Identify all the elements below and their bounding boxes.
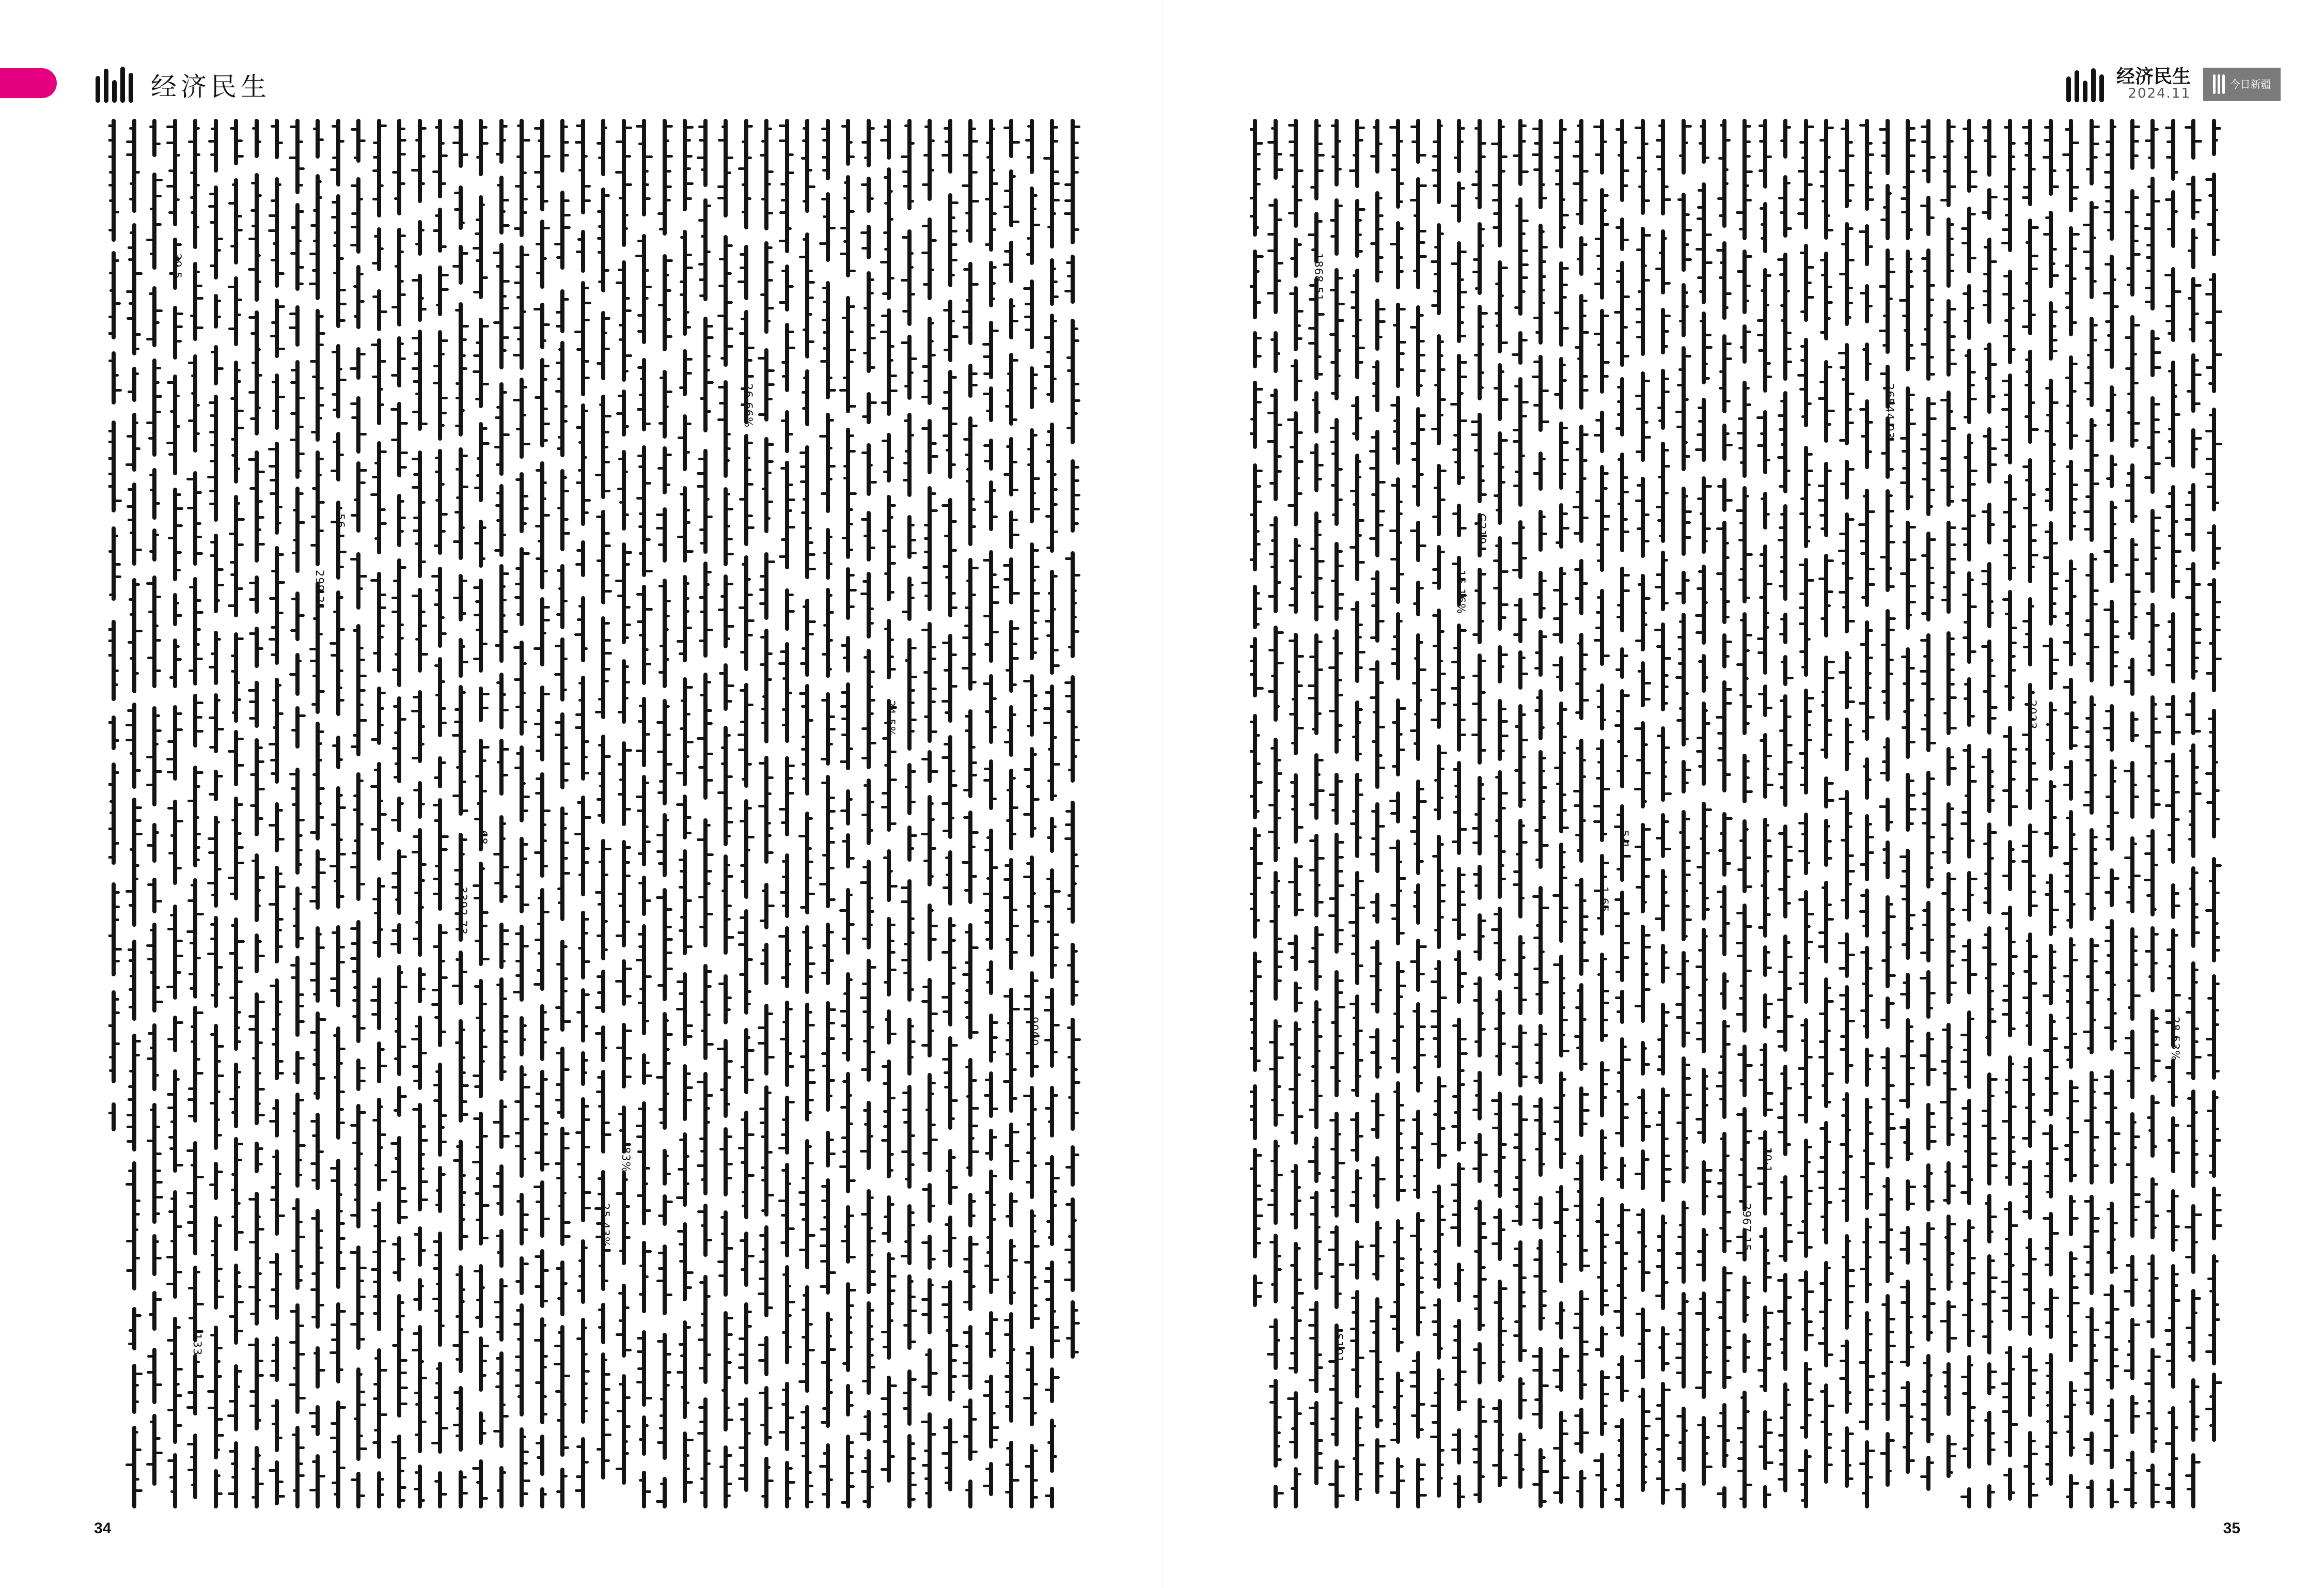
inline-number: 1868.51 [1312,253,1325,302]
inline-number: G219 [1475,513,1488,545]
right-page-header [2066,66,2281,102]
inline-number: S101 [1332,1333,1345,1363]
inline-number: 26.66% [742,383,755,428]
inline-number: 15.16% [1455,570,1467,615]
inline-number: 39.5 [170,253,183,279]
inline-number: 1.65 [1597,886,1610,913]
inline-number: 2967.15 [1740,1203,1753,1252]
mongolian-logo-bars-icon [2213,74,2225,94]
left-page-body-text [108,119,1090,1508]
inline-number: 56 [334,513,347,528]
issue-date: 2024.11 [2128,86,2191,102]
mongolian-script-logo-icon [2066,66,2104,102]
mongolian-script-logo-icon [96,67,133,103]
inline-number: 28.53% [2169,1017,2181,1062]
inline-number: 299.21 [313,570,326,611]
section-title-right: 经济民生 [2116,66,2191,88]
inline-number: 2023 [2026,700,2038,730]
inline-number: 10·1 [1761,1147,1773,1173]
section-title-right-block [2116,67,2191,101]
right-page-body-text [1250,119,2231,1508]
inline-number: 3392.73 [456,886,469,935]
magazine-name: 今日新疆 [2229,78,2271,90]
left-page-header [96,66,271,103]
inline-number: 25.43% [599,1203,611,1248]
inline-number: 9000 [1027,1017,1040,1047]
inline-number: 24.5% [885,700,897,737]
inline-number: 26544.03 [1883,383,1896,440]
page-number-left: 34 [94,1520,112,1537]
magazine-logo [2203,68,2281,101]
section-color-tab [0,68,57,98]
page-spine [1162,0,1163,1588]
inline-number: 83% [619,1147,632,1173]
inline-number: 133 [191,1333,203,1356]
section-title-left: 经济民生 [151,72,271,102]
inline-number: 5·1 [1618,830,1630,849]
page-number-right: 35 [2223,1520,2240,1537]
inline-number: 68 [477,830,489,845]
